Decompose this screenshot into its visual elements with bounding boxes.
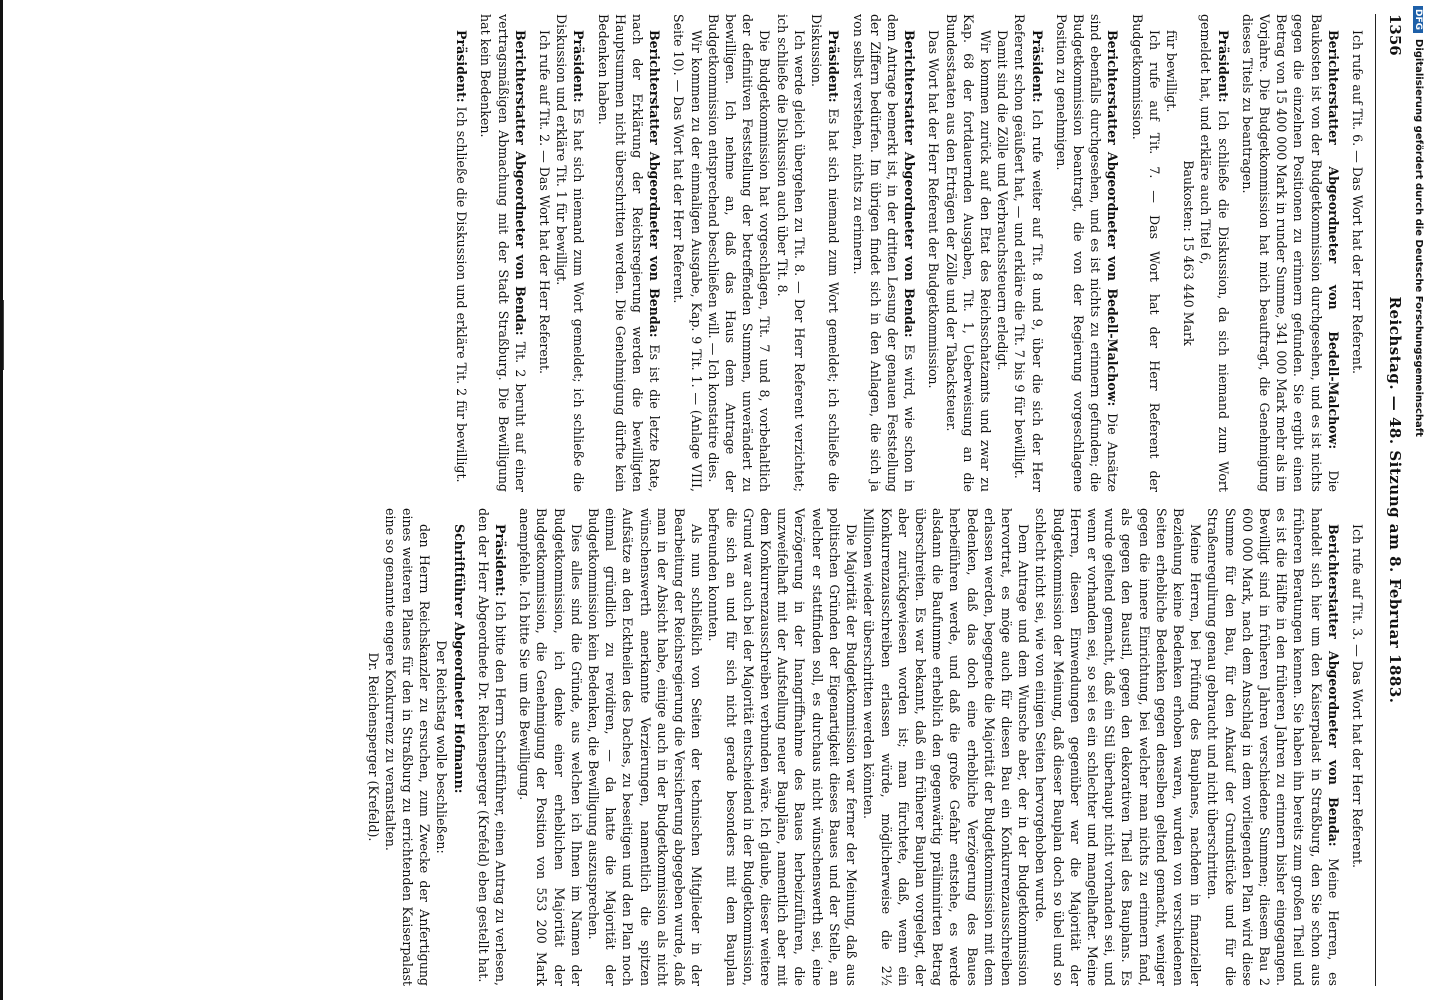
paragraph bbox=[477, 14, 529, 492]
paragraph-text: Die Majorität der Budgetkommission war ferner der Meinung, daß aus politischen Gründen der Eigenartigkeit dieses Baues und der Stelle, an welcher er stattfinden soll, es durchaus nicht wünschenswerth sei, eine Verzögerung in der Inangriffnahme des Baues herbeizuführen, die unzweifelhaft mit der Aufstellung neuer Baupläne, namentlich aber mit dem Konkurrenzausschreiben verbunden wäre. Ich glaube, dieser weitere Grund war auch bei der Majorität entscheidend in der Budgetkommission, die sich an und für sich nicht gerade besonders mit dem Bauplan befreunden konnten. bbox=[706, 508, 860, 986]
paragraph-text: Dem Antrage und dem Wunsche aber, der in der Budgetkommission hervortrat, es möge auch für diesen Bau ein Konkurrenzausschreiben erlassen werden, begegnete die Majorität der Budgetkommission mit dem Bedenken, daß das doch eine erhebliche Verzögerung des Baues herbeiführen werde, und daß die große Gefahr entstehe, es werde alsdann die Baufumme erheblich den gegenwärtig präliminirten Betrag überschreiten. Es war bekannt, daß ein früherer Bauplan vorgelegt, der aber zurückgewiesen worden ist; man fürchtete, daß, wenn ein Konkurrenzausschreiben erlassen würde, möglicherweise die 2½ Millionen wieder überschritten werden könnten. bbox=[861, 508, 1032, 986]
paragraph bbox=[860, 508, 1032, 986]
paragraph bbox=[925, 14, 942, 492]
dfg-logo: DFG bbox=[1413, 6, 1423, 33]
paragraph bbox=[670, 14, 704, 492]
paragraph-text: Die Budgetkommission hat vorgeschlagen, Tit. 7 und 8, vorbehaltlich der definitiven Feststellung der betreffenden Summen, unverändert zu bewilligen. Ich nehme an, daß das Haus dem Antrage der Budgetkommission entsprechend beschließen will. — Ich konstatire dies. bbox=[705, 14, 773, 492]
paragraph-text: Baukosten: 15 463 440 Mark bbox=[1181, 160, 1197, 346]
paragraph-text: Ich rufe auf Tit. 7. — Das Wort hat der Herr Referent der Budgetkommission. bbox=[1129, 14, 1162, 492]
paragraph bbox=[849, 14, 918, 492]
paragraph-text: Ich rufe auf Tit. 2. — Das Wort hat der Herr Referent. bbox=[537, 30, 553, 375]
paragraph bbox=[1180, 14, 1197, 492]
paragraph bbox=[516, 508, 585, 986]
paragraph bbox=[705, 508, 860, 986]
rotated-page-content bbox=[10, 0, 1410, 1000]
paragraph bbox=[475, 508, 509, 986]
paragraph-text: Als nun schließlich von Seiten der technischen Mitglieder in der Bearbeitung der Reichsregierung die Versicherung abgegeben wurde, daß man in der Absicht habe, einige auch in der Budgetkommission als nicht wünschenswerth anerkannte Verzierungen, namentlich die spitzen Aufsätze an den Ecktheilen des Daches, zu beseitigen und den Plan noch einmal gründlich zu revidiren, — da hatte die Majorität der Budgetkommission kein Bedenken, die Bewilligung auszusprechen. bbox=[586, 508, 705, 986]
paragraph-text: Die Baukosten ist von der Budgetkommission durchgesehen, und es ist nichts gegen die einzelnen Positionen zu erinnern gefunden. Sie ergibt einen Betrag von 15 400 000 Mark in runder Summe, 341 000 Mark mehr als im Vorjahre. Die Budgetkommission hat mich beauftragt, die Genehmigung dieses Titels zu beantragen. bbox=[1239, 14, 1341, 492]
paragraph bbox=[1053, 14, 1122, 492]
paragraph-text: für bewilligt. bbox=[1163, 30, 1179, 113]
scan-edge bbox=[0, 0, 3, 1000]
paragraph-text: Ich bitte den Herrn Schriftführer, einen Antrag zu verlesen, den der Herr Abgeordnete Dr. Reichensperger (Krefeld) eben gestellt hat. bbox=[475, 508, 509, 986]
paragraph bbox=[536, 14, 553, 492]
speaker-name: Präsident: bbox=[826, 30, 842, 103]
paragraph-text: Meine Herren, bei Prüfung des Bauplanes, nachdem in finanzieller Beziehung keine Bedenken erhoben waren, wurden von verschiedenen Seiten erhebliche Bedenken gegen denselben geltend gemacht, weniger gegen die innere Einrichtung, bei welcher man nichts zu erinnern fand, als gegen den Baustil, gegen den dekorativen Theil des Bauplans. Es wurde geltend gemacht, daß ein Stil überhaupt nicht vorhanden sei, und wenn er vorhanden sei, so sei es ein schlechter und mangelhafter. Meine Herren, diesen Einwendungen gegenüber war die Majorität der Budgetkommission der Meinung, daß dieser Bauplan doch so übel und so schlecht nicht sei, wie von einigen Seiten hervorgehoben wurde. bbox=[1033, 508, 1204, 986]
paragraph bbox=[1197, 14, 1231, 492]
paragraph bbox=[450, 508, 467, 986]
paragraph-text: Es hat sich niemand zum Wort gemeldet; ich schließe die Diskussion und erkläre Tit. 1 für bewilligt. bbox=[554, 14, 587, 492]
paragraph-text: Dies alles sind die Gründe, aus welchen ich Ihnen im Namen der Budgetkommission, ich denke einer erheblichen Majorität der Budgetkommission, die Genehmigung der Position von 553 200 Mark anempfehle. Ich bitte Sie um die Bewilligung. bbox=[517, 508, 584, 986]
paragraph bbox=[433, 508, 450, 986]
paragraph-text: Es hat sich niemand zum Wort gemeldet; ich schließe die Diskussion. bbox=[809, 14, 842, 492]
page-number: 1356 bbox=[1386, 14, 1404, 56]
speaker-name: Berichterstatter Abgeordneter von Benda: bbox=[1325, 524, 1341, 847]
paragraph-text: Ich schließe die Diskussion, da sich niemand zum Wort gemeldet hat, und erkläre auch Titel 6, bbox=[1198, 14, 1231, 492]
speaker-name: Berichterstatter Abgeordneter von Bedell-Malchow: bbox=[1105, 30, 1121, 407]
paragraph bbox=[553, 14, 587, 492]
paragraph-text: Wir kommen zu der einmaligen Ausgabe, Kap. 9 Tit. 1. — (Anlage VIII, Seite 10). — Das Wort hat der Herr Referent. bbox=[671, 14, 704, 492]
speaker-name: Schriftführer Abgeordneter Hofmann: bbox=[451, 524, 467, 794]
paragraph bbox=[994, 14, 1011, 492]
speaker-name: Berichterstatter Abgeordneter von Benda: bbox=[512, 30, 528, 336]
paragraph-text: den Herrn Reichskanzler zu ersuchen, zum Zwecke der Anfertigung eines weiteren Planes für den in Straßburg zu errichtenden Kaiserpalast eine so genannte engere Konkurrenz zu veranstalten. bbox=[382, 508, 433, 986]
digitization-note bbox=[1410, 6, 1424, 996]
paragraph bbox=[1204, 508, 1342, 986]
left-text-column bbox=[22, 14, 1366, 492]
paragraph bbox=[808, 14, 842, 492]
paragraph bbox=[774, 14, 808, 492]
paragraph bbox=[364, 508, 381, 986]
speaker-name: Berichterstatter Abgeordneter von Bedell-Malchow: bbox=[1325, 30, 1341, 450]
paragraph-text: Ich rufe auf Tit. 6. — Das Wort hat der Herr Referent. bbox=[1350, 30, 1365, 375]
right-text-column bbox=[22, 508, 1366, 986]
digitization-text: Digitalisierung gefördert durch die Deutsche Forschungsgemeinschaft bbox=[1413, 39, 1424, 437]
speaker-name: Präsident: bbox=[1215, 30, 1231, 103]
paragraph-text: Ich rufe auf Tit. 3. — Das Wort hat der Herr Referent. bbox=[1350, 524, 1365, 869]
paragraph bbox=[1239, 14, 1342, 492]
paragraph bbox=[1163, 14, 1180, 492]
header-rule bbox=[1375, 14, 1376, 986]
paragraph bbox=[1128, 14, 1162, 492]
paragraph-text: Es ist die letzte Rate, nach der Erklärung der Reichsregierung werden die bewilligten Hauptsummen nicht überschritten werden. Die Genehmigung dürfte kein Bedenken haben. bbox=[595, 14, 663, 492]
paragraph bbox=[1349, 508, 1366, 986]
speaker-name: Präsident: bbox=[493, 524, 509, 597]
paragraph-text: Ich schließe die Diskussion und erkläre Tit. 2 für bewilligt. bbox=[454, 106, 470, 483]
paragraph bbox=[585, 508, 705, 986]
paragraph bbox=[1032, 508, 1204, 986]
paragraph bbox=[942, 14, 994, 492]
paragraph-text: Ich werde gleich übergehen zu Tit. 8. — Der Herr Referent verzichtet; ich schließe die Diskussion auch über Tit. 8. bbox=[774, 14, 807, 492]
paragraph bbox=[1349, 14, 1366, 492]
page-title: Reichstag. — 48. Sitzung am 8. Februar 1883. bbox=[1386, 296, 1404, 704]
speaker-name: Präsident: bbox=[454, 30, 470, 103]
speaker-name: Präsident: bbox=[1029, 30, 1045, 103]
paragraph-text: Meine Herren, es handelt sich hier um den Kaiserpalast in Straßburg, den Sie schon aus früheren Beratungen kennen. Sie haben ihn bereits zum großen Theil und es ist die Hälfte in den früheren Jahren zu erinnern bisher eingegangen. Bewilligt sind in früheren Jahren verschiedene Summen; diesem Bau 2 600 000 Mark, nach dem Anschlag in dem vorliegenden Plan wird diese Summe für den Bau, für den Ankauf der Grundstücke und für die Straßenregulirung genau gebraucht und nicht überschritten. bbox=[1205, 508, 1341, 986]
paragraph bbox=[382, 508, 434, 986]
paragraph-text: Damit sind die Zölle und Verbrauchssteuern erledigt. bbox=[995, 30, 1011, 371]
paragraph-text: Das Wort hat der Herr Referent der Budgetkommission. bbox=[926, 30, 942, 389]
page-header bbox=[1378, 14, 1404, 986]
speaker-name: Berichterstatter Abgeordneter von Benda: bbox=[902, 30, 918, 338]
speaker-name: Präsident: bbox=[571, 30, 587, 103]
paragraph-text: Tit. 2 beruht auf einer vertragsmäßigen Abmachung mit der Stadt Straßburg. Die Bewilligung hat kein Bedenken. bbox=[478, 14, 528, 492]
paragraph bbox=[453, 14, 470, 492]
paragraph-text: Ich rufe weiter auf Tit. 8 und 9, über die sich der Herr Referent schon geäußert hat, — und erkläre die Tit. 7 bis 9 für bewilligt. bbox=[1012, 14, 1045, 492]
paragraph-text: Der Reichstag wolle beschließen: bbox=[434, 640, 450, 854]
paragraph-text: Dr. Reichensperger (Krefeld). bbox=[365, 652, 381, 842]
speaker-name: Berichterstatter Abgeordneter von Benda: bbox=[647, 30, 663, 338]
paragraph bbox=[705, 14, 774, 492]
paragraph-text: Es wird, wie schon in dem Antrage bemerkt ist, in der dritten Lesung der genauen Feststellung der Ziffern bedürfen. Im übrigen findet sich in den Anlagen, die sich ja von selbst verstehen, nichts zu erinnern. bbox=[850, 14, 918, 492]
paragraph bbox=[1011, 14, 1045, 492]
paragraph bbox=[594, 14, 663, 492]
scan-mark bbox=[3, 300, 4, 370]
paragraph-text: Wir kommen zurück auf den Etat des Reichsschatzamts und zwar zu Kap. 68 der fortdauernden Ausgaben, Tit. 1, Ueberweisung an die Bundesstaaten aus den Erträgen der Zölle und der Tabacksteuer. bbox=[943, 14, 993, 492]
paragraph-text: Die Ansätze sind ebenfalls durchgesehen, und es ist nichts zu erinnern gefunden; die Budgetkommission beantragt, die von der Regierung vorgeschlagene Position zu genehmigen. bbox=[1053, 14, 1121, 492]
